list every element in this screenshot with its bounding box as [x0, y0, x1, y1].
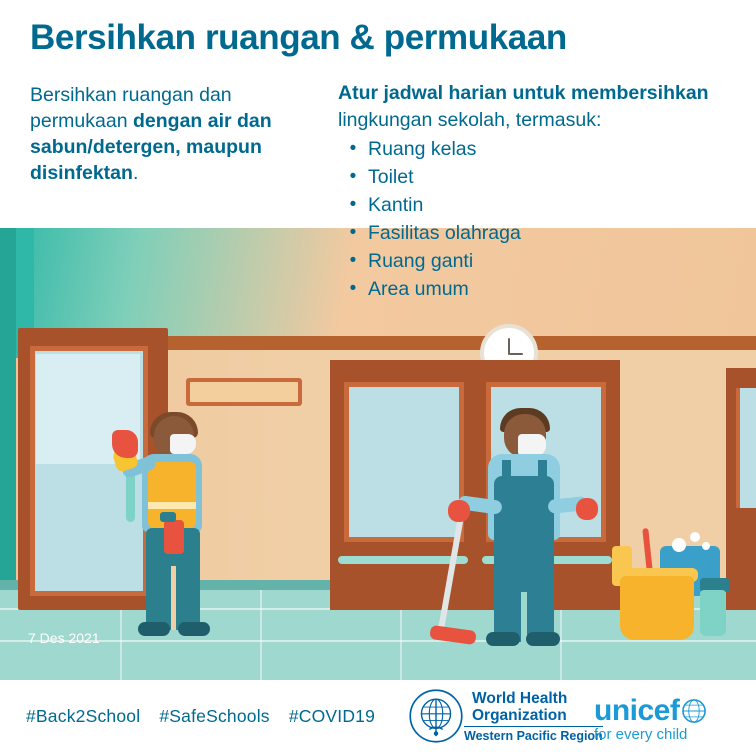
who-name-line2: Organization [472, 706, 567, 724]
who-name-line1: World Health [472, 689, 568, 707]
face-mask-icon [518, 434, 546, 456]
list-item [338, 275, 738, 303]
list-item [338, 191, 738, 219]
list-item-label: Area umum [368, 278, 469, 300]
who-emblem-icon [408, 688, 464, 744]
cleaner-person-left [116, 416, 226, 636]
list-item-label: Kantin [368, 194, 424, 216]
who-logo [408, 688, 603, 744]
list-item-label: Toilet [368, 166, 414, 188]
vest-stripe [148, 502, 196, 509]
bullet-marker-icon: • [349, 138, 357, 159]
bullet-marker-icon: • [349, 194, 357, 215]
bullet-marker-icon: • [349, 166, 357, 187]
unicef-emblem-icon [681, 698, 707, 724]
suds-bubble [702, 542, 710, 550]
list-item [338, 219, 738, 247]
list-item-label: Ruang kelas [368, 138, 477, 160]
spray-bottle-icon [164, 520, 184, 554]
list-item-label: Ruang ganti [368, 250, 474, 272]
glove-icon [576, 498, 598, 520]
hashtag-back2school: #Back2School [26, 706, 141, 726]
hashtag-safeschools: #SafeSchools [159, 706, 270, 726]
far-door-glass [736, 388, 756, 508]
top-text-area [0, 0, 756, 300]
glove-icon [448, 500, 470, 522]
hashtag-row [26, 706, 389, 727]
list-item [338, 163, 738, 191]
cleaner-person-center [452, 414, 592, 646]
bullet-marker-icon: • [349, 278, 357, 299]
unicef-wordmark: unicef [594, 694, 680, 727]
bucket-yellow [620, 576, 694, 640]
right-paragraph [338, 80, 738, 303]
date-stamp: 7 Des 2021 [28, 630, 100, 646]
left-paragraph [30, 82, 310, 186]
wall-sign [186, 378, 302, 406]
unicef-logo [594, 694, 707, 743]
shoe [486, 632, 520, 646]
list-item-label: Fasilitas olahraga [368, 222, 521, 244]
who-region-label: Western Pacific Region [464, 726, 603, 743]
shoe [178, 622, 210, 636]
door-push-bar [338, 556, 468, 564]
left-paragraph-part2: . [132, 162, 139, 184]
floor-tile-line [260, 590, 262, 680]
door-glass-panel [344, 382, 464, 542]
bullet-marker-icon: • [349, 250, 357, 271]
hashtag-covid19: #COVID19 [288, 706, 376, 726]
floor-tile-line [0, 640, 756, 642]
left-paragraph-part1: Bersihkan ruangan dan permukaan [30, 84, 232, 132]
shoe [526, 632, 560, 646]
face-mask-icon [170, 434, 196, 454]
bullet-list [338, 135, 738, 303]
spray-nozzle [160, 512, 176, 522]
right-paragraph-intro [338, 80, 738, 133]
shoe [138, 622, 170, 636]
right-paragraph-bold: Atur jadwal harian untuk membersihkan [338, 82, 709, 104]
suds-bubble [672, 538, 686, 552]
bullet-marker-icon: • [349, 222, 357, 243]
list-item [338, 247, 738, 275]
page-title: Bersihkan ruangan & permukaan [30, 18, 567, 57]
left-paragraph-bold: dengan air dan sabun/detergen, maupun disinfektan [30, 110, 272, 184]
spray-bottle-icon [700, 590, 726, 636]
cleaning-cloth-icon [112, 430, 138, 458]
list-item [338, 135, 738, 163]
right-paragraph-part1: lingkungan sekolah, termasuk: [338, 108, 602, 131]
suds-bubble [690, 532, 700, 542]
unicef-tagline: for every child [594, 726, 688, 743]
leg-gap [171, 566, 176, 630]
footer [0, 680, 756, 756]
who-logo-text [464, 690, 603, 743]
